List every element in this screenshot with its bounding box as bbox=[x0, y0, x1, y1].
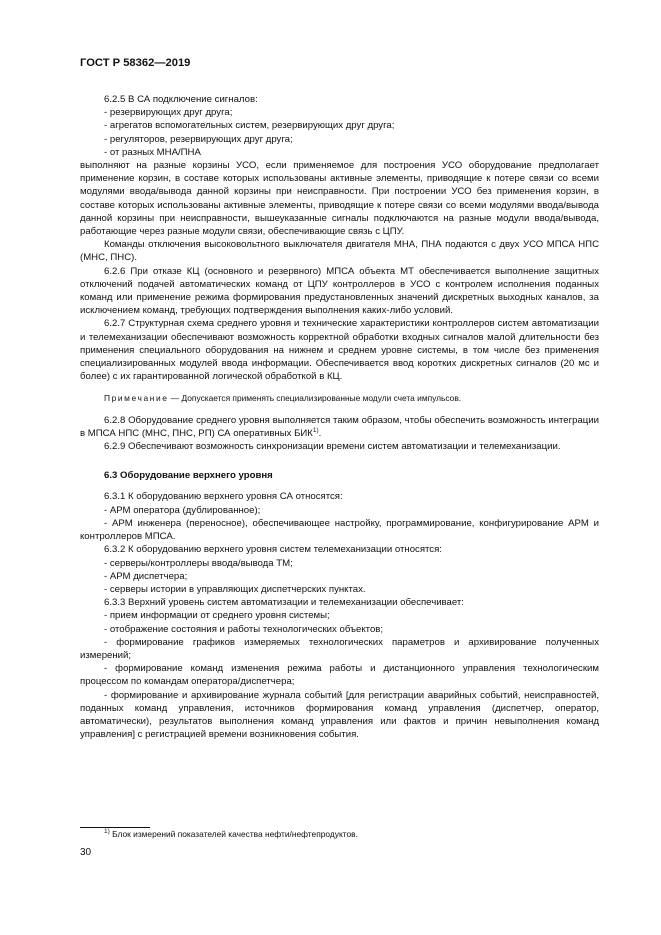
list-item: - формирование и архивирование журнала событий [для регистрации аварийных событий, неисправностей, поданных команд управления, источников формирования команд управления (диспетчер, оператор, автоматически), результатов выполнения команд управления или фактов и причин невыполнения команд управления] с регистрацией времени возникновения события. bbox=[80, 689, 599, 741]
clause-6-2-8 bbox=[80, 414, 599, 440]
list-item: - серверы/контроллеры ввода/вывода ТМ; bbox=[104, 557, 293, 569]
list-item: - АРМ инженера (переносное), обеспечивающее настройку, программирование, конфигурирование АРМ и контроллеров МПСА. bbox=[80, 517, 599, 543]
list-item: - отображение состояния и работы технологических объектов; bbox=[104, 623, 384, 635]
clause-6-3-2: 6.3.2 К оборудованию верхнего уровня систем телемеханизации относятся: bbox=[104, 544, 442, 556]
clause-6-2-5-paragraph: выполняют на разные корзины УСО, если применяемое для построения УСО оборудование предполагает применение корзин, в составе которых использованы активные элементы, приводящие к потере связи со всеми модулями ввода/вывода данной корзины при неисправности. При построении УСО без применения корзин, в составе которых использованы активные элементы, приводящие к потере связи со всеми модулями ввода/вывода данной корзины при неисправности, вышеуказанные сигналы подключаются на разные модули ввода/вывода, работающие через разные модули связи, обеспечивающие связь с ЦПУ. bbox=[80, 160, 599, 238]
note bbox=[80, 392, 599, 405]
note-label: Примечание bbox=[104, 393, 169, 404]
list-item: - регуляторов, резервирующих друг друга; bbox=[104, 133, 293, 145]
page-number: 30 bbox=[80, 847, 92, 858]
clause-6-2-7: 6.2.7 Структурная схема среднего уровня и технические характеристики контроллеров систем автоматизации и телемеханизации обеспечивают возможность корректной обработки входных сигналов малой длительности без применения специального оборудования на нижнем и среднем уровне системы, в том числе без применения специализированных модулей ввода информации. Обеспечивается ввод коротких дискретных сигналов (20 мс и более) с их гарантированной логической обработкой в КЦ. bbox=[80, 318, 599, 383]
clause-6-2-8-tail: . bbox=[318, 427, 322, 439]
clause-6-2-5-commands-paragraph: Команды отключения высоковольтного выключателя двигателя МНА, ПНА подаются с двух УСО МПСА НПС (МНС, ПНС). bbox=[80, 239, 599, 264]
clause-6-3-3: 6.3.3 Верхний уровень систем автоматизации и телемеханизации обеспечивает: bbox=[104, 597, 464, 609]
list-item: - серверы истории в управляющих диспетчерских пунктах. bbox=[104, 583, 366, 595]
clause-6-3-1: 6.3.1 К оборудованию верхнего уровня СА относятся: bbox=[104, 491, 343, 503]
footnote-divider bbox=[80, 827, 150, 828]
footnote-text: Блок измерений показателей качества нефти/нефтепродуктов. bbox=[109, 829, 358, 839]
clause-6-2-8-text: 6.2.8 Оборудование среднего уровня выполняется таким образом, чтобы обеспечить возможность интеграции в МПСА НПС (МНС, ПНС, РП) СА оперативных БИК bbox=[80, 414, 599, 439]
list-item: - формирование команд изменения режима работы и дистанционного управления технологическим процессом по командам оператора/диспетчера; bbox=[80, 663, 599, 688]
list-item: - формирование графиков измеряемых технологических параметров и архивирование полученных измерений; bbox=[80, 636, 599, 661]
document-header-title: ГОСТ Р 58362—2019 bbox=[80, 57, 191, 69]
footnote-mark: 1) bbox=[104, 828, 110, 836]
list-item: - АРМ диспетчера; bbox=[104, 570, 188, 582]
list-item: - прием информации от среднего уровня системы; bbox=[104, 610, 330, 622]
clause-6-2-5-intro: 6.2.5 В СА подключение сигналов: bbox=[104, 94, 258, 105]
list-item: - от разных МНА/ПНА bbox=[104, 146, 201, 158]
clause-6-2-9: 6.2.9 Обеспечивают возможность синхронизации времени систем автоматизации и телемеханизации. bbox=[104, 441, 561, 453]
list-item: - резервирующих друг друга; bbox=[104, 107, 233, 119]
list-item: - агрегатов вспомогательных систем, резервирующих друг друга; bbox=[104, 120, 395, 132]
note-text: — Допускается применять специализированные модули счета импульсов. bbox=[168, 393, 462, 404]
footnote bbox=[104, 829, 358, 839]
list-item: - АРМ оператора (дублированное); bbox=[104, 504, 261, 516]
clause-6-2-6: 6.2.6 При отказе КЦ (основного и резервного) МПСА объекта МТ обеспечивается выполнение защитных отключений подачей автоматических команд от ЦПУ контроллеров в УСО с контролем исполнения поданных команд или применение режима формирования предустановленных значений дискретных выходных каналов, за исключением команд, требующих подтверждения выполнения каких-либо условий. bbox=[80, 265, 599, 317]
section-heading-6-3: 6.3 Оборудование верхнего уровня bbox=[104, 470, 273, 482]
document-body bbox=[80, 93, 599, 741]
footnote-reference: 1) bbox=[312, 426, 319, 434]
